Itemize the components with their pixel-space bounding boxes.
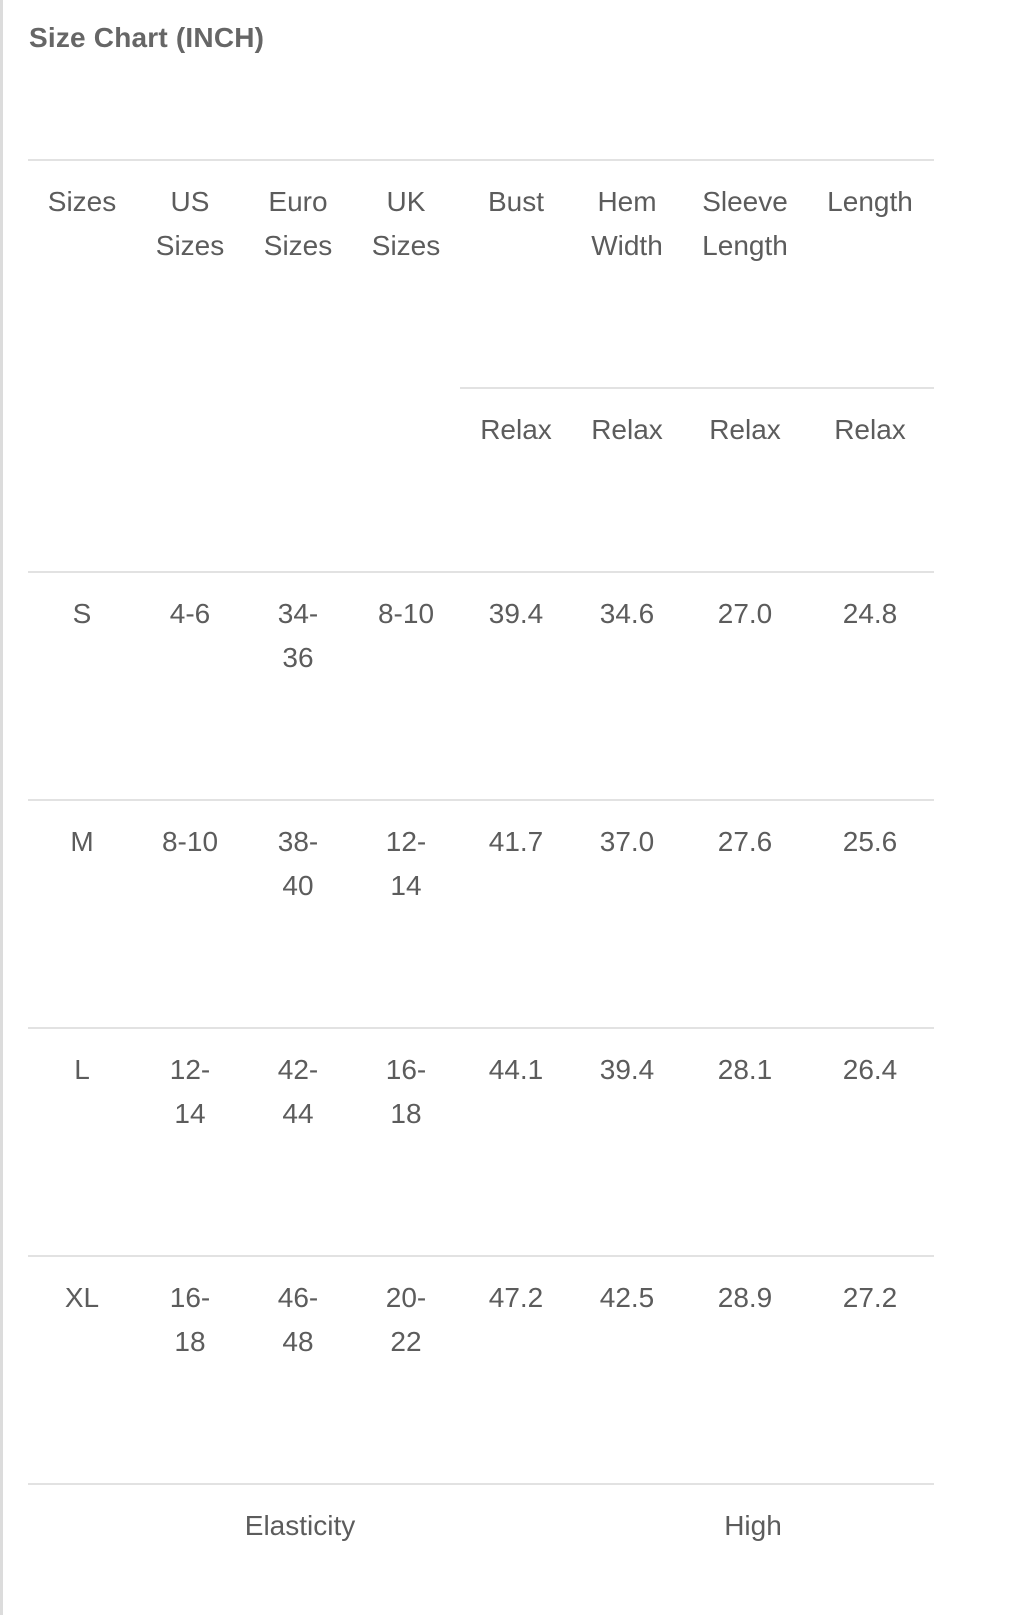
cell-euro-size: 34- 36 [277,598,319,673]
header-uk-sizes: UK Sizes [371,186,441,261]
cell-size: M [70,826,94,857]
cell-length: 27.2 [842,1282,898,1313]
cell-length: 26.4 [842,1054,898,1085]
cell-size: S [72,598,92,629]
cell-size: L [74,1054,90,1085]
row-rule [28,571,934,573]
cell-sleeve-length: 27.6 [717,826,773,857]
cell-hem-width: 34.6 [599,598,655,629]
cell-hem-width: 37.0 [599,826,655,857]
cell-euro-size: 46- 48 [277,1282,319,1357]
elasticity-value: High [724,1510,782,1541]
fit-hem-width: Relax [591,414,663,445]
cell-euro-size: 38- 40 [277,826,319,901]
header-length: Length [827,186,913,217]
cell-hem-width: 42.5 [599,1282,655,1313]
cell-uk-size: 20- 22 [385,1282,427,1357]
cell-sleeve-length: 27.0 [717,598,773,629]
cell-us-size: 16- 18 [169,1282,211,1357]
cell-us-size: 4-6 [169,598,211,629]
header-us-sizes: US Sizes [155,186,225,261]
cell-bust: 44.1 [488,1054,544,1085]
fit-sleeve-length: Relax [709,414,781,445]
cell-sleeve-length: 28.9 [717,1282,773,1313]
fit-length: Relax [834,414,906,445]
cell-sleeve-length: 28.1 [717,1054,773,1085]
cell-uk-size: 8-10 [377,598,435,629]
cell-euro-size: 42- 44 [277,1054,319,1129]
page-left-border [0,0,3,1615]
row-rule [28,799,934,801]
row-rule [28,1027,934,1029]
fit-subheader-rule [460,387,934,389]
cell-uk-size: 12- 14 [385,826,427,901]
cell-us-size: 8-10 [161,826,219,857]
header-sleeve-length: Sleeve Length [702,186,788,261]
row-rule [28,1255,934,1257]
table-top-rule [28,159,934,161]
header-euro-sizes: Euro Sizes [263,186,333,261]
cell-bust: 47.2 [488,1282,544,1313]
cell-uk-size: 16- 18 [385,1054,427,1129]
cell-size: XL [64,1282,100,1313]
fit-bust: Relax [480,414,552,445]
cell-bust: 41.7 [488,826,544,857]
footer-rule [28,1483,934,1485]
elasticity-label: Elasticity [244,1510,356,1541]
cell-length: 24.8 [842,598,898,629]
header-hem-width: Hem Width [591,186,663,261]
header-sizes: Sizes [47,186,117,217]
cell-hem-width: 39.4 [599,1054,655,1085]
cell-length: 25.6 [842,826,898,857]
size-chart-title: Size Chart (INCH) [29,22,265,53]
cell-us-size: 12- 14 [169,1054,211,1129]
header-bust: Bust [487,186,545,217]
cell-bust: 39.4 [488,598,544,629]
